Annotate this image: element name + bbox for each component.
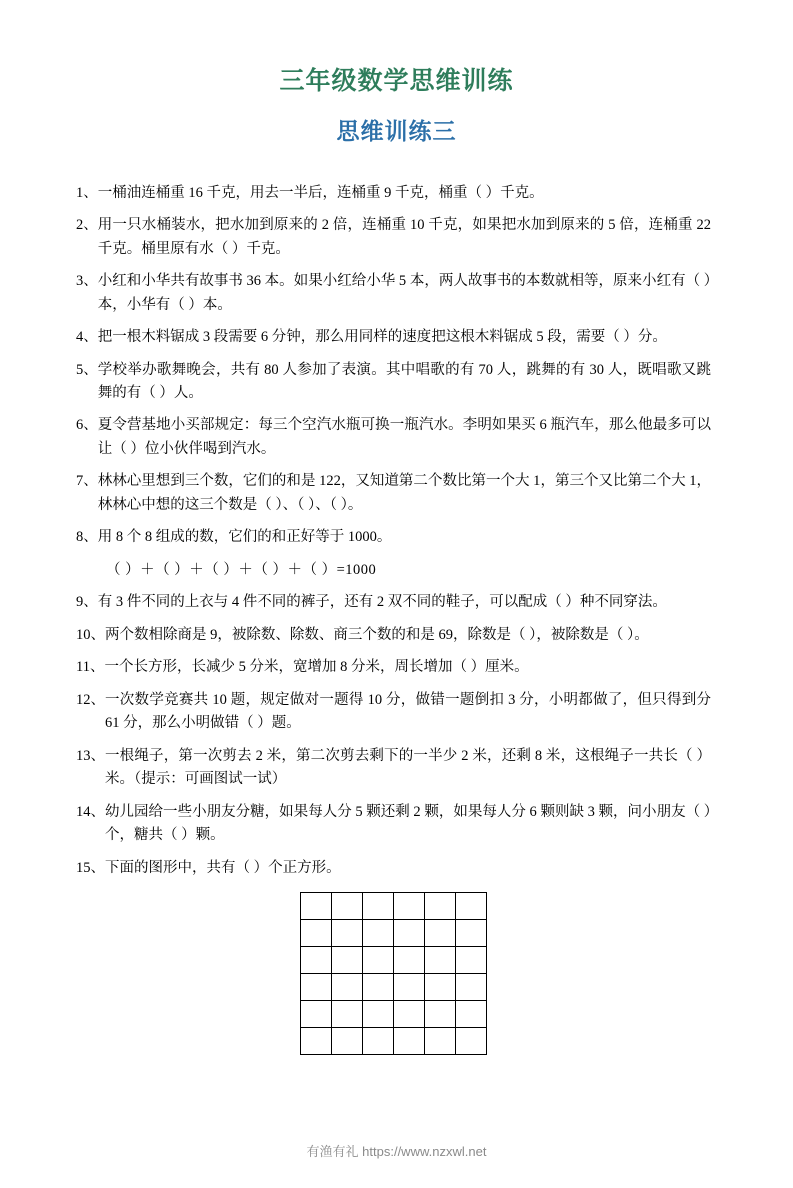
question-text: 一次数学竞赛共 10 题，规定做对一题得 10 分，做错一题倒扣 3 分，小明都做了，但只得到分 61 分，那么小明做错（ ）题。	[105, 691, 711, 732]
question-item	[76, 414, 711, 461]
question-text: 学校举办歌舞晚会，共有 80 人参加了表演。其中唱歌的有 70 人，跳舞的有 30 人，既唱歌又跳舞的有（ ）人。	[97, 361, 711, 401]
grid-cell	[394, 974, 425, 1001]
grid-cell	[332, 974, 363, 1001]
question-item	[76, 526, 711, 549]
question-item	[76, 689, 711, 736]
grid-cell	[425, 974, 456, 1001]
question-item	[76, 857, 711, 880]
question-text: 用 8 个 8 组成的数，它们的和正好等于 1000。	[97, 529, 392, 546]
grid-cell	[332, 893, 363, 920]
questions-list	[76, 182, 711, 1056]
worksheet-page	[0, 66, 793, 1188]
grid-cell	[456, 947, 487, 974]
question-item	[76, 624, 711, 647]
grid-cell	[363, 1028, 394, 1055]
grid-cell	[332, 1028, 363, 1055]
question-number: 14、	[76, 803, 105, 820]
grid-cell	[394, 893, 425, 920]
question-text: 幼儿园给一些小朋友分糖，如果每人分 5 颗还剩 2 颗，如果每人分 6 颗则缺 3 颗，问小朋友（ ）个，糖共（ ）颗。	[105, 803, 711, 844]
grid-table	[300, 892, 487, 1055]
grid-row	[301, 974, 487, 1001]
grid-cell	[332, 1001, 363, 1028]
grid-cell	[456, 1028, 487, 1055]
page-subtitle: 思维训练三	[336, 118, 457, 144]
grid-cell	[363, 893, 394, 920]
grid-cell	[425, 893, 456, 920]
question-number: 11、	[76, 659, 105, 676]
page-title: 三年级数学思维训练	[279, 67, 514, 95]
question-text: 一个长方形，长减少 5 分米，宽增加 8 分米，周长增加（ ）厘米。	[104, 659, 529, 676]
grid-row	[301, 893, 487, 920]
question-number: 6、	[76, 417, 98, 434]
grid-cell	[425, 920, 456, 947]
question-text: 一桶油连桶重 16 千克，用去一半后，连桶重 9 千克，桶重（ ）千克。	[97, 184, 544, 201]
grid-cell	[456, 974, 487, 1001]
grid-cell	[456, 920, 487, 947]
question-item	[76, 326, 711, 349]
grid-cell	[363, 974, 394, 1001]
grid-cell	[425, 1001, 456, 1028]
question-number: 5、	[76, 361, 98, 378]
question-number: 1、	[76, 184, 98, 201]
question-number: 4、	[76, 329, 98, 346]
question-number: 7、	[76, 473, 98, 490]
question-number: 8、	[76, 529, 98, 546]
question-text: 下面的图形中，共有（ ）个正方形。	[105, 859, 341, 876]
question-8-blanks: （ ）＋（ ）＋（ ）＋（ ）＋（ ）=1000	[106, 561, 377, 578]
question-item	[76, 591, 711, 614]
grid-row	[301, 947, 487, 974]
grid-cell	[394, 1001, 425, 1028]
grid-cell	[301, 974, 332, 1001]
grid-cell	[394, 947, 425, 974]
grid-cell	[363, 920, 394, 947]
question-item	[76, 470, 711, 517]
grid-cell	[394, 1028, 425, 1055]
grid-row	[301, 1001, 487, 1028]
grid-row	[301, 920, 487, 947]
question-text: 夏令营基地小买部规定：每三个空汽水瓶可换一瓶汽水。李明如果买 6 瓶汽车，那么他最多可以让（ ）位小伙伴喝到汽水。	[97, 417, 711, 457]
question-number: 12、	[76, 691, 105, 708]
grid-cell	[332, 920, 363, 947]
question-number: 10、	[76, 626, 105, 643]
question-text: 用一只水桶装水，把水加到原来的 2 倍，连桶重 10 千克，如果把水加到原来的 5 倍，连桶重 22 千克。桶里原有水（ ）千克。	[97, 217, 711, 257]
question-number: 13、	[76, 747, 105, 764]
question-item	[76, 214, 711, 261]
question-text: 林林心里想到三个数，它们的和是 122，又知道第二个数比第一个大 1，第三个又比第二个大 1，林林心中想的这三个数是（ ）、（ ）、（ ）。	[97, 473, 711, 513]
grid-cell	[301, 1028, 332, 1055]
grid-cell	[425, 947, 456, 974]
grid-cell	[301, 893, 332, 920]
question-item	[76, 359, 711, 406]
question-number: 15、	[76, 859, 105, 876]
question-text: 小红和小华共有故事书 36 本。如果小红给小华 5 本，两人故事书的本数就相等，原来小红有（ ）本，小华有（ ）本。	[97, 273, 711, 313]
question-number: 9、	[76, 594, 98, 611]
question-item	[76, 270, 711, 317]
question-item	[76, 745, 711, 792]
question-text: 两个数相除商是 9，被除数、除数、商三个数的和是 69，除数是（ ），被除数是（ ）。	[105, 626, 649, 643]
grid-row	[301, 1028, 487, 1055]
grid-cell	[301, 1001, 332, 1028]
question-text: 把一根木料锯成 3 段需要 6 分钟，那么用同样的速度把这根木料锯成 5 段，需要（ ）分。	[97, 329, 667, 346]
grid-cell	[394, 920, 425, 947]
question-text: 一根绳子，第一次剪去 2 米，第二次剪去剩下的一半少 2 米，还剩 8 米，这根绳子一共长（ ）米。（提示：可画图试一试）	[105, 747, 711, 788]
footer-watermark: 有渔有礼 https://www.nzxwl.net	[306, 1144, 487, 1159]
question-number: 3、	[76, 273, 98, 290]
question-item	[76, 182, 711, 205]
question-text: 有 3 件不同的上衣与 4 件不同的裤子，还有 2 双不同的鞋子，可以配成（ ）种不同穿法。	[97, 594, 667, 611]
grid-cell	[425, 1028, 456, 1055]
question-number: 2、	[76, 217, 98, 234]
grid-cell	[456, 893, 487, 920]
grid-cell	[301, 920, 332, 947]
question-item	[76, 656, 711, 679]
question-item	[76, 801, 711, 848]
grid-cell	[456, 1001, 487, 1028]
square-counting-figure	[76, 892, 711, 1055]
grid-cell	[363, 1001, 394, 1028]
grid-cell	[363, 947, 394, 974]
grid-cell	[332, 947, 363, 974]
grid-cell	[301, 947, 332, 974]
